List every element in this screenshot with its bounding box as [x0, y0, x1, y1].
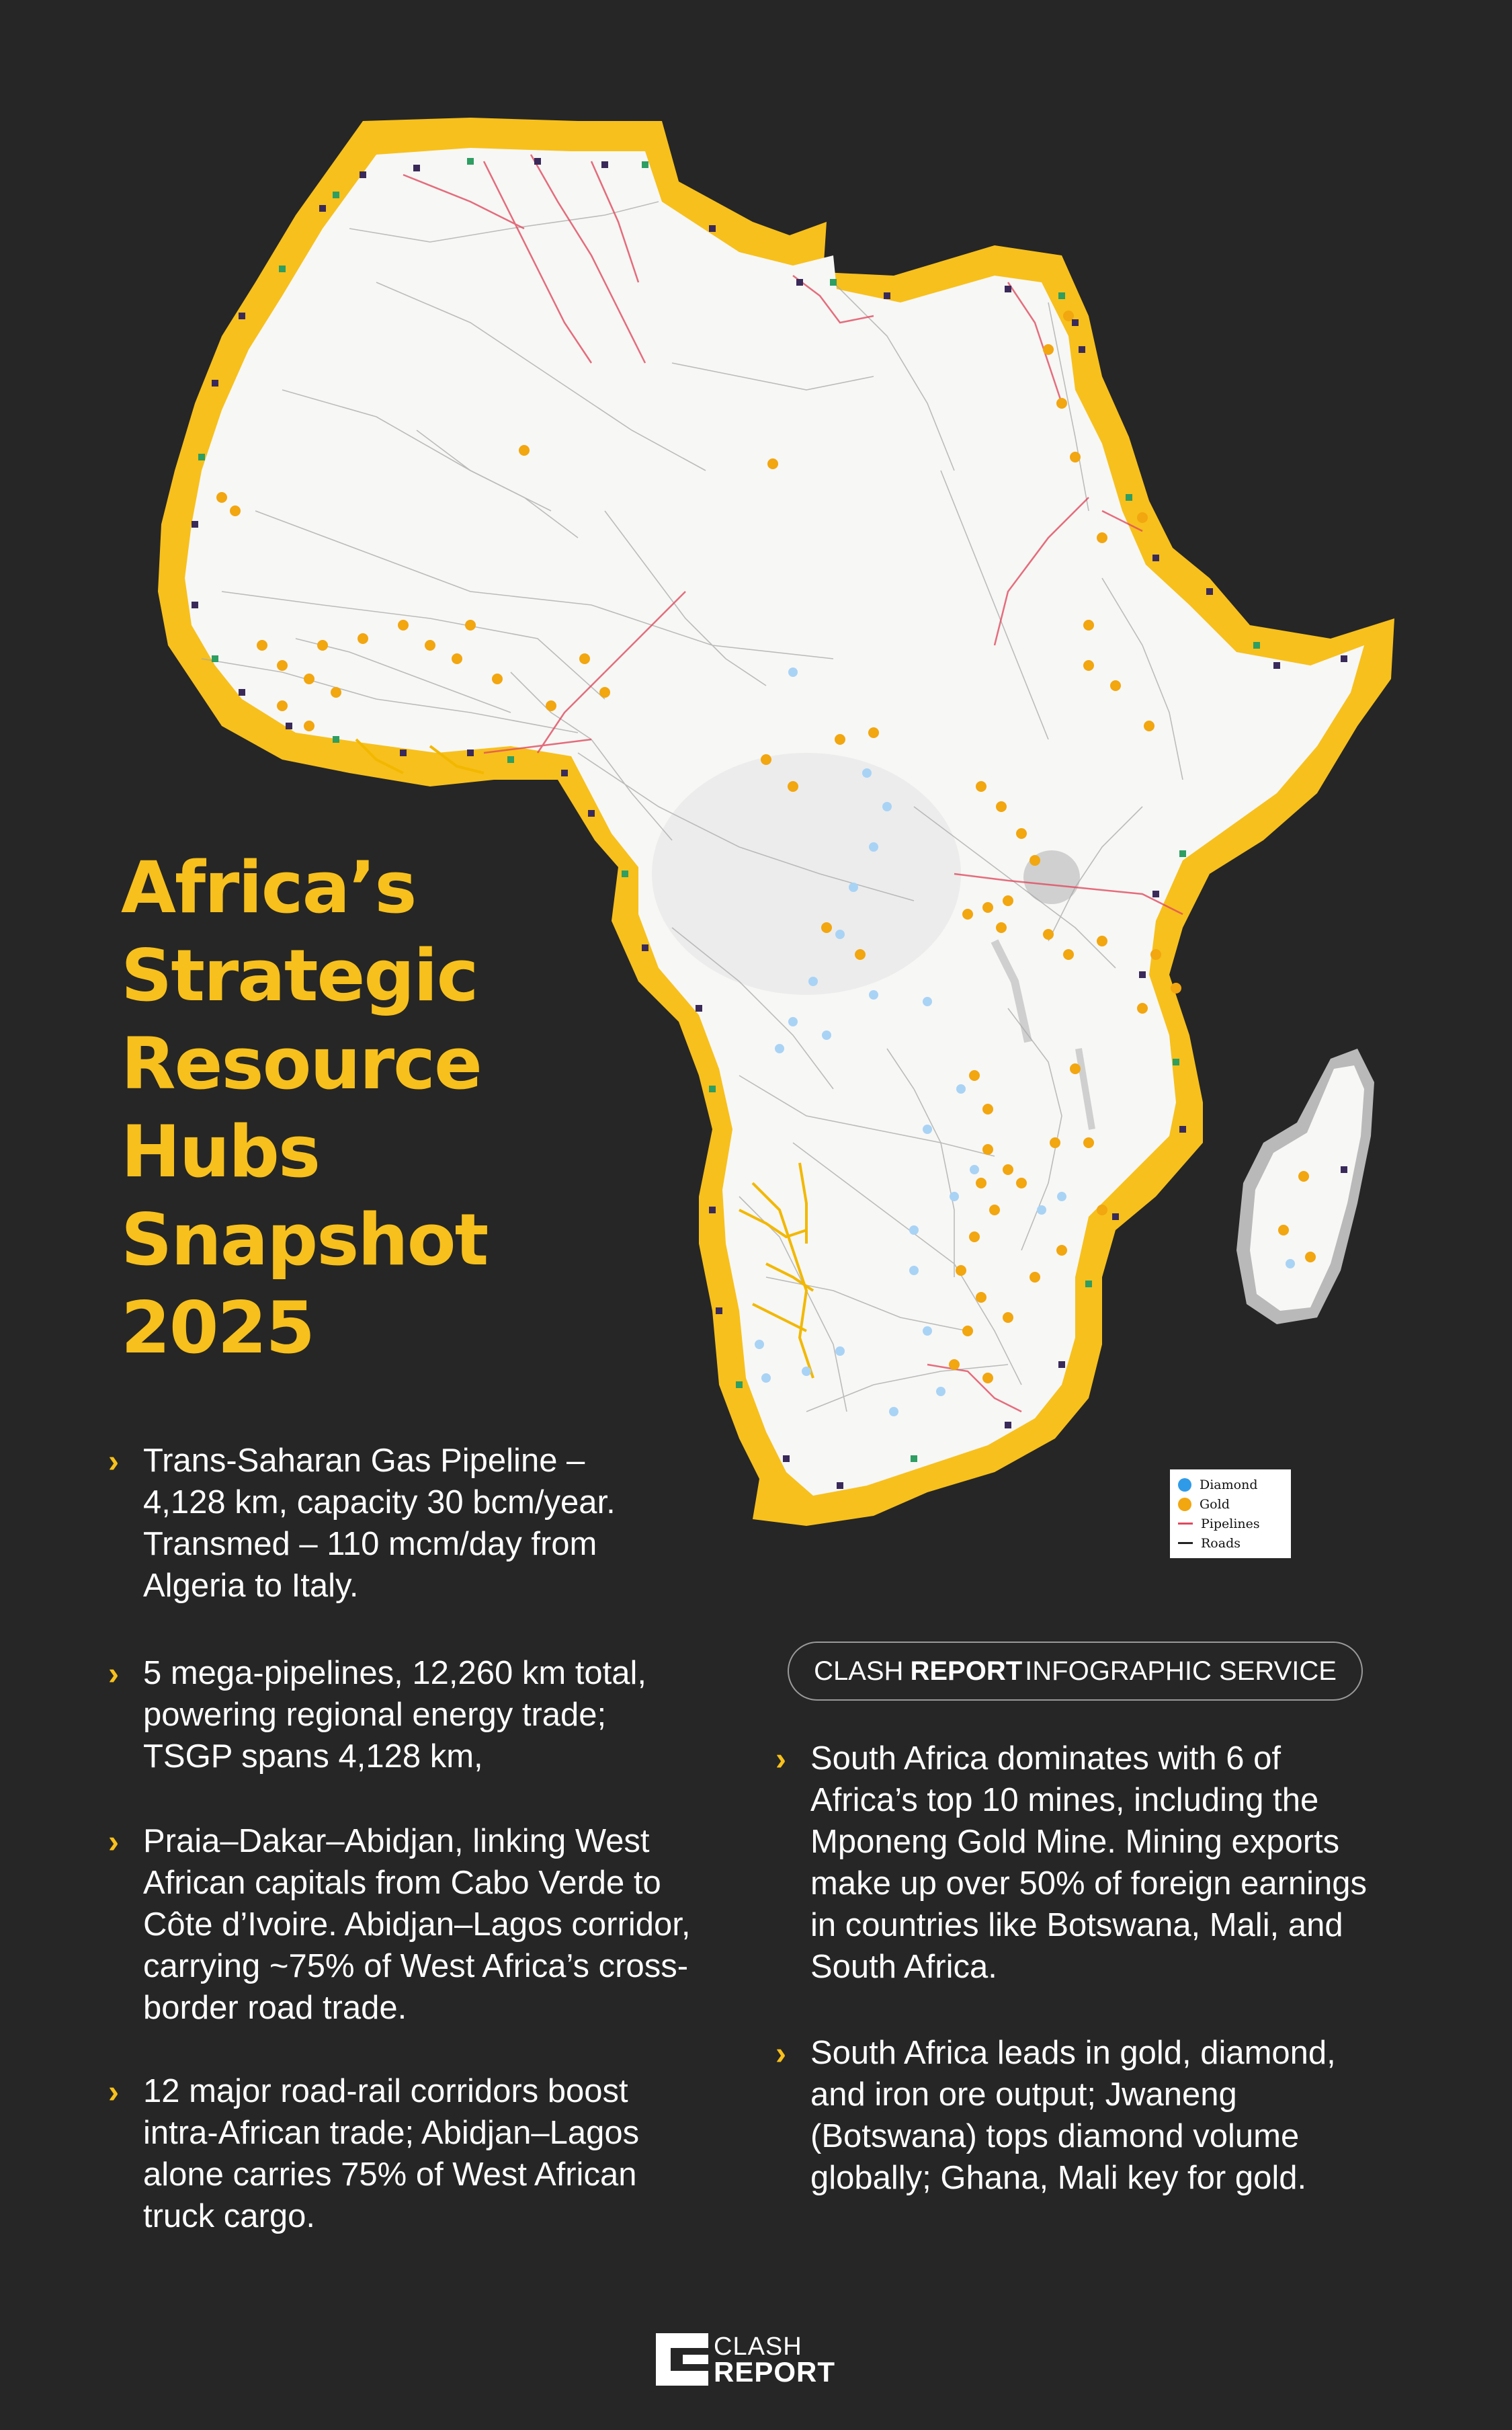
port-marker: [837, 1482, 843, 1489]
bullet-text: Praia–Dakar–Abidjan, linking West African capitals from Cabo Verde to Côte d’Ivoire. Abidjan–Lagos corridor, carrying ~75% of West Africa’s cross-border road trade.: [143, 1823, 691, 2026]
port-marker: [1341, 655, 1347, 662]
gold-deposit-marker: [989, 1205, 1000, 1215]
diamond-deposit-marker: [936, 1387, 946, 1396]
gold-deposit-marker: [1043, 929, 1054, 940]
port-marker: [1112, 1213, 1119, 1220]
gold-deposit-marker: [1070, 452, 1081, 462]
port-marker: [716, 1307, 722, 1314]
logo-mark-svg: [656, 2333, 708, 2386]
chevron-right-icon: ›: [775, 2036, 786, 2072]
bullet-text: Trans-Saharan Gas Pipeline – 4,128 km, capacity 30 bcm/year. Transmed – 110 mcm/day from Algeria to Italy.: [143, 1443, 616, 1604]
page-title: [121, 844, 591, 1372]
port-marker: [1058, 292, 1065, 299]
port-marker: [696, 1005, 702, 1012]
port-marker: [622, 870, 628, 877]
gold-deposit-marker: [1016, 828, 1027, 839]
diamond-deposit-marker: [909, 1266, 919, 1275]
gold-deposit-marker: [1056, 398, 1067, 409]
logo-line1: CLASH: [714, 2333, 802, 2361]
bullet-text: 12 major road-rail corridors boost intra-African trade; Abidjan–Lagos alone carries 75% of West African truck cargo.: [143, 2073, 640, 2234]
diamond-deposit-marker: [755, 1340, 764, 1349]
port-marker: [709, 1207, 716, 1213]
gold-deposit-marker: [969, 1231, 980, 1242]
gold-deposit-marker: [1063, 949, 1074, 960]
port-marker: [1179, 1126, 1186, 1133]
legend-label: Diamond: [1200, 1477, 1258, 1492]
gold-deposit-marker: [969, 1070, 980, 1081]
port-marker: [333, 192, 339, 198]
port-marker: [1341, 1166, 1347, 1173]
gold-deposit-marker: [1083, 660, 1094, 671]
port-marker: [1126, 494, 1132, 501]
gold-deposit-marker: [996, 922, 1007, 933]
gold-deposit-marker: [1083, 1137, 1094, 1148]
diamond-deposit-marker: [882, 802, 892, 811]
gold-deposit-marker: [1097, 1205, 1107, 1215]
logo-line2: REPORT: [714, 2356, 836, 2388]
port-marker: [1152, 891, 1159, 897]
gold-deposit-marker: [1016, 1178, 1027, 1188]
diamond-deposit-marker: [1057, 1192, 1066, 1201]
diamond-deposit-marker: [889, 1407, 898, 1416]
gold-deposit-marker: [855, 949, 866, 960]
port-marker: [1206, 588, 1213, 595]
gold-deposit-marker: [767, 458, 778, 469]
map-legend: [1170, 1469, 1291, 1558]
gold-deposit-marker: [976, 781, 986, 792]
gold-deposit-marker: [956, 1265, 966, 1276]
gold-deposit-marker: [1070, 1063, 1081, 1074]
port-marker: [212, 380, 218, 387]
gold-deposit-marker: [492, 674, 503, 684]
diamond-deposit-marker: [970, 1165, 979, 1174]
gold-deposit-marker: [761, 754, 771, 765]
port-marker: [642, 944, 648, 951]
badge-brand-light: CLASH: [814, 1656, 904, 1686]
port-marker: [507, 756, 514, 763]
gold-deposit-marker: [1144, 721, 1154, 731]
port-marker: [360, 171, 366, 178]
port-marker: [239, 689, 245, 696]
diamond-deposit-marker: [802, 1367, 811, 1376]
legend-item-diamond: [1178, 1475, 1283, 1494]
gold-deposit-marker: [1298, 1171, 1309, 1182]
title-line: Strategic: [121, 934, 478, 1017]
diamond-deposit-marker: [862, 768, 872, 778]
gold-deposit-marker: [304, 674, 314, 684]
port-marker: [709, 225, 716, 232]
port-marker: [830, 279, 837, 286]
gold-deposit-marker: [1083, 620, 1094, 631]
bullet-text: South Africa dominates with 6 of Africa’s top 10 mines, including the Mponeng Gold Mine. Mining exports make up over 50% of foreign earnings in countries like Botswana, Mali, and South Africa.: [810, 1740, 1368, 1985]
gold-deposit-marker: [1278, 1225, 1289, 1236]
port-marker: [1005, 286, 1011, 292]
diamond-deposit-marker: [1037, 1205, 1046, 1215]
gold-deposit-marker: [216, 492, 227, 503]
gold-deposit-marker: [1137, 512, 1148, 523]
legend-label: Pipelines: [1201, 1516, 1260, 1531]
port-marker: [192, 602, 198, 608]
port-marker: [601, 161, 608, 168]
bullet-road-rail: [108, 2070, 701, 2237]
legend-label: Roads: [1201, 1535, 1241, 1551]
port-marker: [1139, 971, 1146, 978]
gold-deposit-marker: [962, 1326, 973, 1336]
port-marker: [1072, 319, 1079, 326]
port-marker: [642, 161, 648, 168]
port-marker: [796, 279, 803, 286]
diamond-deposit-marker: [909, 1225, 919, 1235]
diamond-deposit-marker: [923, 1125, 932, 1134]
port-marker: [212, 655, 218, 662]
gold-deposit-marker: [519, 445, 530, 456]
gold-deposit-marker: [996, 801, 1007, 812]
diamond-deposit-marker: [950, 1192, 959, 1201]
diamond-deposit-marker: [788, 1017, 798, 1026]
gold-deposit-marker: [982, 1104, 993, 1115]
port-marker: [192, 521, 198, 528]
gold-deposit-marker: [425, 640, 435, 651]
gold-deposit-marker: [1305, 1252, 1316, 1262]
diamond-legend-swatch: [1178, 1478, 1191, 1492]
port-marker: [1179, 850, 1186, 857]
gold-deposit-marker: [277, 700, 288, 711]
chevron-right-icon: ›: [775, 1742, 786, 1777]
diamond-deposit-marker: [775, 1044, 784, 1053]
legend-item-gold: [1178, 1494, 1283, 1514]
chevron-right-icon: ›: [108, 1824, 119, 1860]
gold-deposit-marker: [1171, 983, 1181, 994]
gold-deposit-marker: [1097, 532, 1107, 543]
port-marker: [588, 810, 595, 817]
gold-deposit-marker: [1003, 1164, 1013, 1175]
port-marker: [239, 313, 245, 319]
bullet-mega-pipelines: [108, 1652, 654, 1777]
gold-deposit-marker: [788, 781, 798, 792]
port-marker: [198, 454, 205, 460]
diamond-deposit-marker: [923, 997, 932, 1006]
gold-deposit-marker: [962, 909, 973, 920]
gold-deposit-marker: [452, 653, 462, 664]
bullet-text: 5 mega-pipelines, 12,260 km total, powering regional energy trade; TSGP spans 4,128 km,: [143, 1655, 647, 1775]
legend-item-pipelines: [1178, 1514, 1283, 1533]
congo-basin-shade: [652, 753, 961, 995]
port-marker: [1253, 642, 1260, 649]
title-line: Africa’s: [121, 846, 416, 929]
footer-logo: [656, 2331, 835, 2388]
gold-deposit-marker: [1030, 855, 1040, 866]
port-marker: [1152, 555, 1159, 561]
title-line: 2025: [121, 1287, 314, 1369]
gold-deposit-marker: [1056, 1245, 1067, 1256]
gold-deposit-marker: [1003, 1312, 1013, 1323]
road-legend-swatch: [1178, 1542, 1193, 1544]
port-marker: [911, 1455, 917, 1462]
diamond-deposit-marker: [923, 1326, 932, 1336]
badge-suffix: INFOGRAPHIC SERVICE: [1025, 1656, 1337, 1686]
port-marker: [319, 205, 326, 212]
gold-legend-swatch: [1178, 1498, 1191, 1511]
port-marker: [534, 158, 541, 165]
gold-deposit-marker: [277, 660, 288, 671]
diamond-deposit-marker: [822, 1030, 831, 1040]
gold-deposit-marker: [976, 1292, 986, 1303]
gold-deposit-marker: [821, 922, 832, 933]
madagascar-land: [1250, 1065, 1364, 1311]
port-marker: [1005, 1422, 1011, 1428]
port-marker: [1079, 346, 1085, 353]
diamond-deposit-marker: [788, 667, 798, 677]
gold-deposit-marker: [868, 727, 879, 738]
gold-deposit-marker: [257, 640, 267, 651]
gold-deposit-marker: [465, 620, 476, 631]
port-marker: [413, 165, 420, 171]
gold-deposit-marker: [1043, 344, 1054, 355]
gold-deposit-marker: [599, 687, 610, 698]
gold-deposit-marker: [1097, 936, 1107, 946]
gold-deposit-marker: [304, 721, 314, 731]
port-marker: [783, 1455, 790, 1462]
port-marker: [561, 770, 568, 776]
gold-deposit-marker: [949, 1359, 960, 1370]
badge-brand-bold: REPORT: [910, 1656, 1023, 1686]
chevron-right-icon: ›: [108, 1444, 119, 1480]
gold-deposit-marker: [230, 505, 241, 516]
port-marker: [736, 1381, 743, 1388]
gold-deposit-marker: [317, 640, 328, 651]
gold-deposit-marker: [982, 1373, 993, 1383]
title-line: Hubs: [121, 1110, 320, 1193]
gold-deposit-marker: [982, 1144, 993, 1155]
diamond-deposit-marker: [849, 883, 858, 892]
clash-report-logo-icon: [656, 2333, 708, 2386]
port-marker: [333, 736, 339, 743]
gold-deposit-marker: [976, 1178, 986, 1188]
port-marker: [1058, 1361, 1065, 1368]
diamond-deposit-marker: [869, 990, 878, 1000]
port-marker: [467, 750, 474, 756]
port-marker: [1173, 1059, 1179, 1065]
gold-deposit-marker: [398, 620, 409, 631]
bullet-south-africa-output: [775, 2032, 1368, 2199]
port-marker: [1085, 1281, 1092, 1287]
port-marker: [1273, 662, 1280, 669]
port-marker: [400, 750, 407, 756]
gold-deposit-marker: [835, 734, 845, 745]
gold-deposit-marker: [546, 700, 556, 711]
port-marker: [884, 292, 890, 299]
chevron-right-icon: ›: [108, 1656, 119, 1692]
diamond-deposit-marker: [761, 1373, 771, 1383]
diamond-deposit-marker: [956, 1084, 966, 1094]
legend-item-roads: [1178, 1533, 1283, 1553]
port-marker: [467, 158, 474, 165]
logo-wordmark: [714, 2333, 836, 2388]
gold-deposit-marker: [1110, 680, 1121, 691]
diamond-deposit-marker: [808, 977, 818, 986]
gold-deposit-marker: [1050, 1137, 1060, 1148]
port-marker: [279, 266, 286, 272]
bullet-south-africa-mines: [775, 1738, 1368, 1988]
pipeline-legend-swatch: [1178, 1523, 1193, 1525]
gold-deposit-marker: [1030, 1272, 1040, 1283]
gold-deposit-marker: [331, 687, 341, 698]
chevron-right-icon: ›: [108, 2074, 119, 2110]
title-line: Snapshot: [121, 1199, 488, 1281]
gold-deposit-marker: [1003, 895, 1013, 906]
bullet-road-corridors: [108, 1820, 701, 2029]
bullet-text: South Africa leads in gold, diamond, and iron ore output; Jwaneng (Botswana) tops diamond volume globally; Ghana, Mali key for gold.: [810, 2035, 1336, 2196]
bullet-pipelines-tsgp: [108, 1440, 654, 1607]
port-marker: [709, 1086, 716, 1092]
gold-deposit-marker: [1137, 1003, 1148, 1014]
gold-deposit-marker: [358, 633, 368, 644]
gold-deposit-marker: [1150, 949, 1161, 960]
title-line: Resource: [121, 1022, 481, 1105]
gold-deposit-marker: [579, 653, 590, 664]
legend-label: Gold: [1200, 1496, 1230, 1512]
infographic-service-badge: [788, 1642, 1363, 1701]
diamond-deposit-marker: [869, 842, 878, 852]
diamond-deposit-marker: [835, 1346, 845, 1356]
diamond-deposit-marker: [835, 930, 845, 939]
gold-deposit-marker: [982, 902, 993, 913]
port-marker: [286, 723, 292, 729]
diamond-deposit-marker: [1286, 1259, 1295, 1268]
